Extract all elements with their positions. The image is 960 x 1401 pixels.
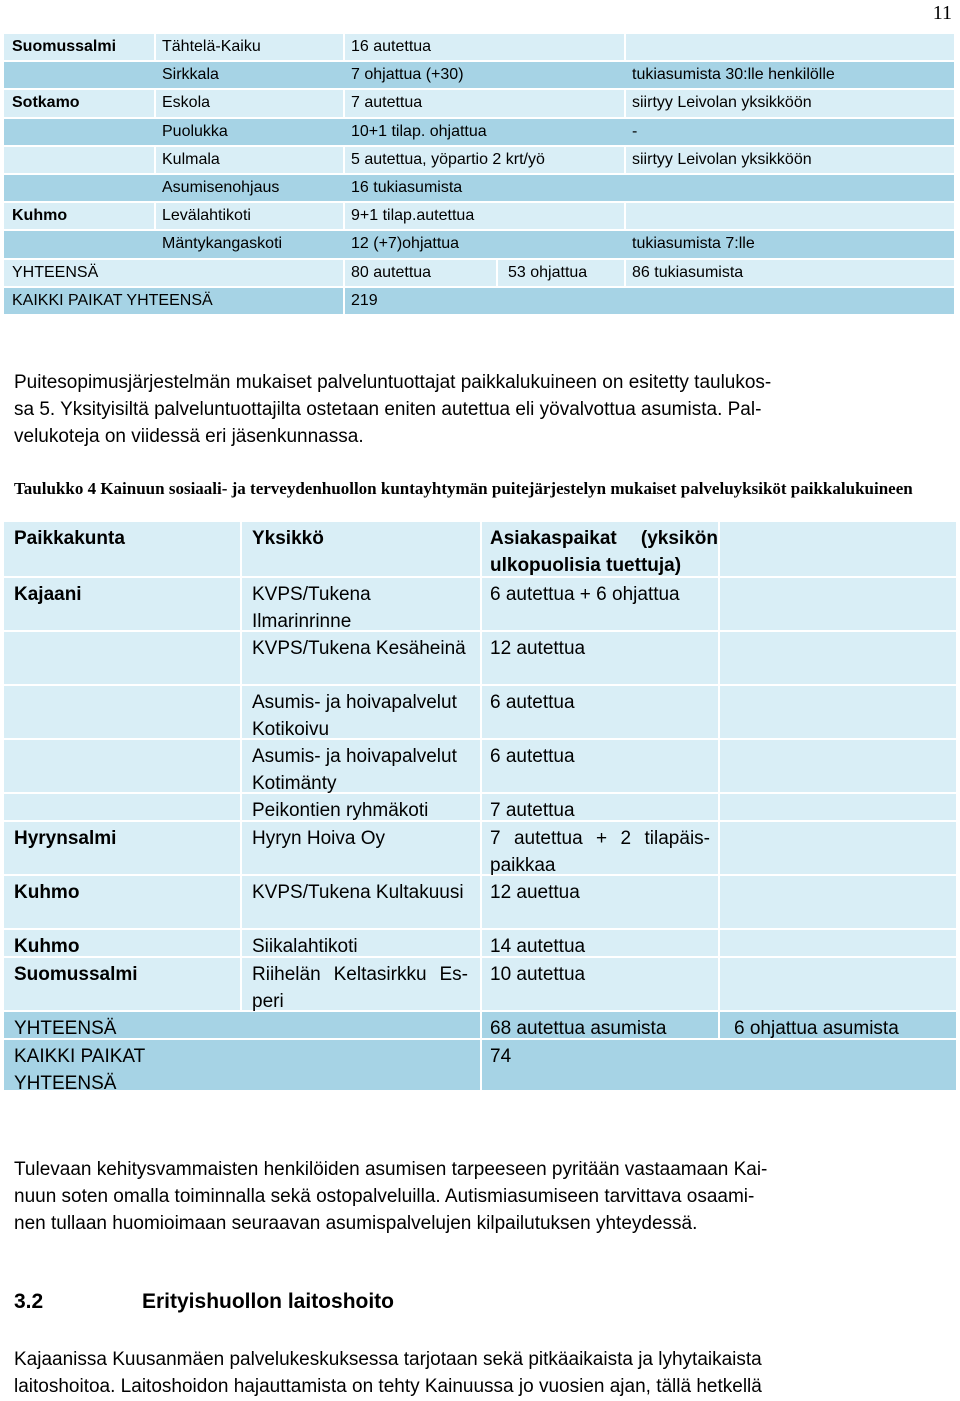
total-row [4, 260, 954, 288]
table-row [4, 686, 956, 740]
text-line: velukoteja on viidessä eri jäsenkunnassa. [14, 426, 364, 447]
text-line: Tulevaan kehitysvammaisten henkilöiden asumisen tarpeeseen pyritään vastaamaan Kai- [14, 1159, 768, 1180]
extra-cell [734, 876, 954, 928]
text-line: nuun soten omalla toiminnalla sekä ostopalveluilla. Autismiasumiseen tarvittava osaami- [14, 1186, 755, 1207]
table-row [4, 740, 956, 794]
extra-cell [734, 578, 954, 630]
unit-cell: Kulmala [162, 150, 220, 168]
places-cell: 5 autettua, yöpartio 2 krt/yö [351, 150, 545, 168]
places-cell: 9+1 tilap.autettua [351, 207, 475, 225]
unit-cell: Eskola [162, 94, 211, 112]
table-row [4, 632, 956, 686]
unit-cell: Tähtelä-Kaiku [162, 38, 261, 56]
places-cell: 7 ohjattua (+30) [351, 66, 464, 84]
table-header-row [4, 522, 956, 578]
grand-total-row [4, 1040, 956, 1092]
places-cell: 16 tukiasumista [351, 179, 463, 197]
places-cell: 14 autettua [490, 936, 586, 957]
table-row [4, 175, 954, 203]
unit-cell [252, 1012, 474, 1038]
places-cell: 16 autettua [351, 38, 432, 56]
unit-cell: Asumis- ja hoivapalvelut Kotimänty [252, 746, 457, 794]
page-number: 11 [932, 2, 952, 24]
text-line: Kajaanissa Kuusanmäen palvelukeskuksessa tarjotaan sekä pitkäaikaista ja lyhytaikaista [14, 1349, 762, 1370]
extra-cell [734, 930, 954, 956]
places-cell: 7 autettua [351, 94, 423, 112]
table-caption: Taulukko 4 Kainuun sosiaali- ja terveydenhuollon kuntayhtymän puitejärjestelyn mukaiset palveluyksiköt paikkalukuineen [14, 479, 913, 498]
total-assisted: 80 autettua [351, 263, 432, 281]
unit-cell [252, 1040, 474, 1090]
unit-cell: Puolukka [162, 122, 228, 140]
total-guided: 6 ohjattua asumista [734, 1018, 899, 1039]
section-number: 3.2 [14, 1290, 44, 1313]
municipality-cell [14, 686, 239, 738]
places-cell: 12 auettua [490, 882, 580, 903]
note-cell: tukiasumista 30:lle henkilölle [632, 66, 835, 84]
extra-cell [734, 958, 954, 1010]
text-line: Puitesopimusjärjestelmän mukaiset palveluntuottajat paikkalukuineen on esitetty taulukos- [14, 372, 772, 393]
municipality-cell: Hyrynsalmi [14, 828, 117, 849]
unit-cell: Riihelän Keltasirkku Es-peri [252, 964, 468, 1012]
places-cell: 10+1 tilap. ohjattua [351, 122, 487, 140]
header-municipality: Paikkakunta [14, 528, 125, 549]
municipality-cell: Kajaani [14, 584, 82, 605]
text-line: nen tullaan huomioimaan seuraavan asumispalvelujen kilpailutuksen yhteydessä. [14, 1213, 698, 1234]
paragraph-service-providers [14, 369, 954, 450]
grand-total-value: 219 [351, 291, 378, 309]
municipality-cell [14, 794, 239, 820]
places-cell: 12 autettua [490, 638, 586, 659]
total-guided: 53 ohjattua [508, 263, 588, 281]
grand-total-label: KAIKKI PAIKAT YHTEENSÄ [14, 1046, 145, 1094]
total-row [4, 1012, 956, 1040]
unit-cell: Sirkkala [162, 66, 219, 84]
places-cell: 10 autettua [490, 964, 586, 985]
unit-cell: Asumisenohjaus [162, 179, 280, 197]
places-cell: 6 autettua [490, 692, 575, 713]
table-row [4, 794, 956, 822]
section-heading [14, 1290, 394, 1314]
places-cell: 7 autettua [490, 800, 575, 821]
unit-cell: Levälahtikoti [162, 207, 251, 225]
table-row [4, 876, 956, 930]
paragraph-future-needs [14, 1156, 954, 1237]
header-unit: Yksikkö [252, 528, 324, 549]
places-cell: 6 autettua + 6 ohjattua [490, 584, 680, 605]
places-cell: 12 (+7)ohjattua [351, 235, 460, 253]
unit-cell: Siikalahtikoti [252, 936, 358, 957]
extra-cell [734, 632, 954, 684]
table-row [4, 147, 954, 175]
note-cell: tukiasumista 7:lle [632, 235, 755, 253]
table-row [4, 203, 954, 231]
housing-units-table-continued [4, 34, 954, 316]
total-assisted: 68 autettua asumista [490, 1018, 667, 1039]
grand-total-label: KAIKKI PAIKAT YHTEENSÄ [12, 291, 213, 309]
table-row [4, 578, 956, 632]
table-row [4, 119, 954, 147]
table-row [4, 822, 956, 876]
text-line: sa 5. Yksityisiltä palveluntuottajilta ostetaan eniten autettua eli yövalvottua asumista. Pal- [14, 399, 762, 420]
note-cell: siirtyy Leivolan yksikköön [632, 150, 812, 168]
unit-cell: Asumis- ja hoivapalvelut Kotikoivu [252, 692, 457, 740]
total-label: YHTEENSÄ [14, 1018, 117, 1039]
total-label: YHTEENSÄ [12, 263, 99, 281]
extra-cell [734, 822, 954, 874]
municipality-cell: Suomussalmi [12, 38, 117, 56]
grand-total-value: 74 [490, 1046, 512, 1067]
municipality-cell: Kuhmo [14, 936, 80, 957]
table-row [4, 231, 954, 259]
note-cell: - [632, 122, 638, 140]
table-row [4, 34, 954, 62]
unit-cell: Peikontien ryhmäkoti [252, 800, 429, 821]
municipality-cell: Kuhmo [14, 882, 80, 903]
municipality-cell: Suomussalmi [14, 964, 138, 985]
note-cell: siirtyy Leivolan yksikköön [632, 94, 812, 112]
table-row [4, 958, 956, 1012]
municipality-cell [14, 740, 239, 792]
places-cell: 7 autettua + 2 tilapäis-paikkaa [490, 828, 710, 876]
framework-units-table [4, 522, 956, 1092]
grand-total-row [4, 288, 954, 316]
unit-cell: KVPS/Tukena Kultakuusi [252, 882, 464, 903]
total-supported: 86 tukiasumista [632, 263, 744, 281]
municipality-cell [14, 632, 239, 684]
section-title: Erityishuollon laitoshoito [142, 1290, 394, 1313]
extra-cell [734, 794, 954, 820]
extra-cell [734, 740, 954, 792]
text-line: laitoshoitoa. Laitoshoidon hajauttamista on tehty Kainuussa jo vuosien ajan, tällä hetkellä [14, 1376, 762, 1397]
unit-cell: KVPS/Tukena Kesäheinä [252, 638, 466, 659]
header-places: Asiakaspaikat (yksikön ulkopuolisia tuettuja) [490, 528, 718, 576]
unit-cell: Mäntykangaskoti [162, 235, 283, 253]
table-row [4, 62, 954, 90]
unit-cell: KVPS/Tukena Ilmarinrinne [252, 584, 371, 632]
municipality-cell: Kuhmo [12, 207, 68, 225]
places-cell: 6 autettua [490, 746, 575, 767]
extra-cell [734, 686, 954, 738]
paragraph-institutional-care [14, 1346, 954, 1400]
municipality-cell: Sotkamo [12, 94, 80, 112]
table-row [4, 930, 956, 958]
extra-cell [734, 1040, 954, 1090]
unit-cell: Hyryn Hoiva Oy [252, 828, 386, 849]
table-row [4, 90, 954, 118]
